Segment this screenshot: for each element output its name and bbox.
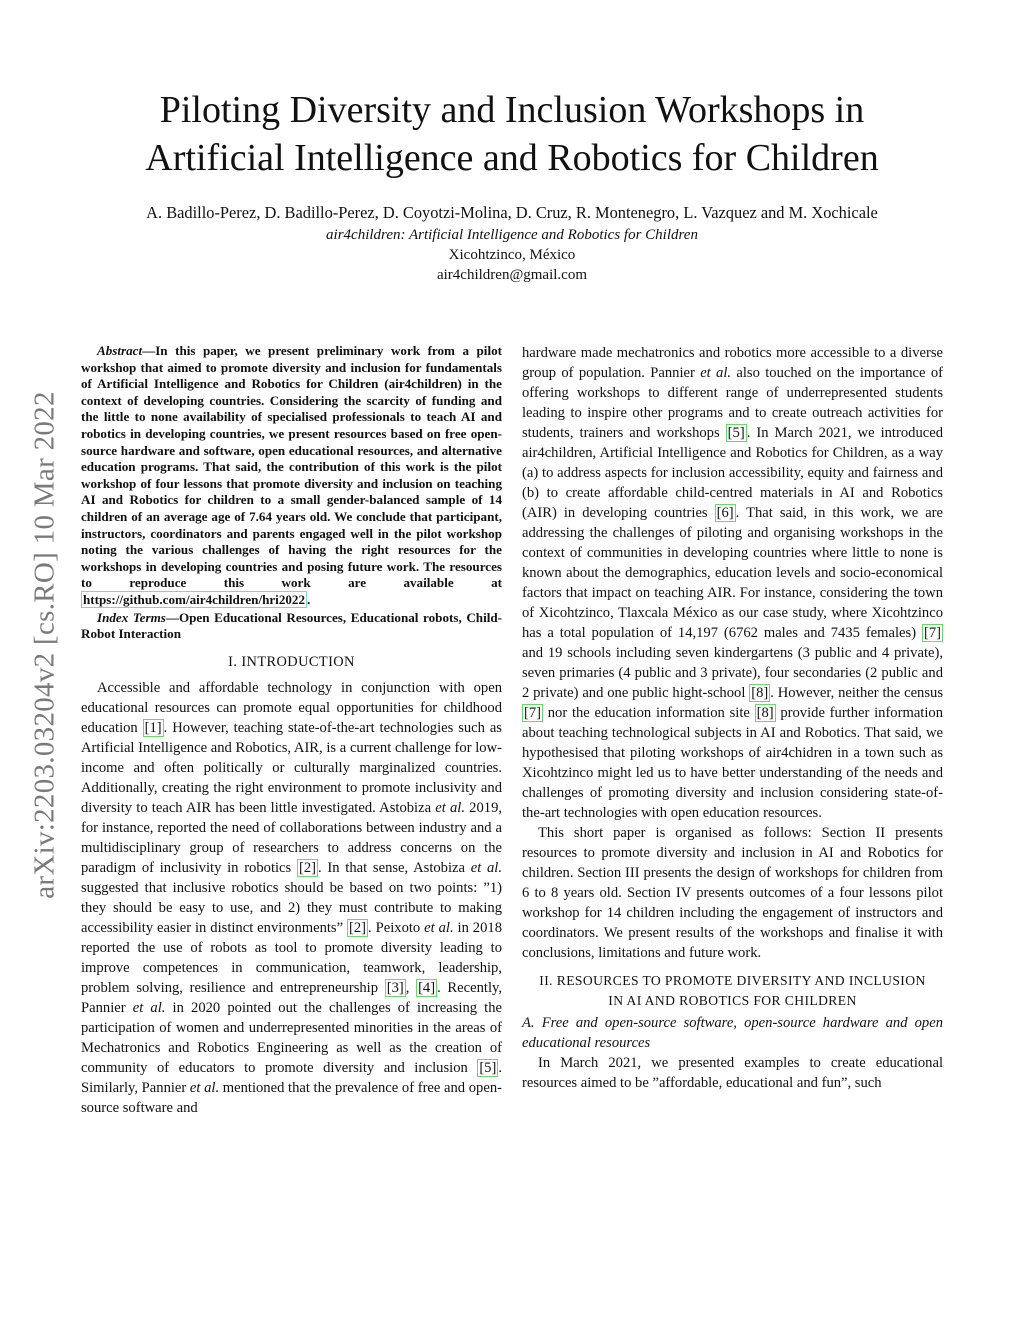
text-run: provide further information about teaching technological subjects in AI and Robotics. That said, we hypothesised that piloting workshops of air4chidren in a town such as Xicohtzinco might led us to have better understanding of the needs and challenges of promoting diversity and inclusion considering state-of-the-art technologies with open education resources. (522, 705, 943, 821)
text-run: nor the education information site (543, 705, 755, 721)
location: Xicohtzinco, México (448, 247, 576, 263)
section-heading-line-2: IN AI AND ROBOTICS FOR CHILDREN (608, 993, 857, 1008)
repository-link[interactable]: https://github.com/air4children/hri2022 (83, 591, 306, 607)
citation-link[interactable]: [5] (479, 1059, 497, 1076)
section-heading-resources (522, 971, 943, 1011)
arxiv-identifier: arXiv:2203.03204v2 [cs.RO] 10 Mar 2022 (28, 391, 61, 899)
text-run: . Peixoto (368, 919, 425, 936)
text-run: mentioned that the prevalence of free and open-source software and (81, 1079, 502, 1116)
citation-link[interactable]: [6] (716, 505, 734, 521)
text-run: . Similarly, Pannier (81, 1059, 502, 1096)
intro-paragraph (81, 678, 502, 1118)
text-run: and 19 schools including seven kindergartens (3 public and 4 private), seven primaries (4 public and 3 private), four secondaries (2 public and 2 private) and one public hight-school (522, 645, 943, 701)
et-al: et al. (435, 799, 465, 816)
citation-link[interactable]: [7] (524, 705, 542, 721)
paper-title (80, 86, 944, 182)
citation-link[interactable]: [4] (418, 979, 436, 996)
citation-link[interactable]: [2] (349, 919, 367, 936)
text-run: . However, neither the census (770, 685, 944, 701)
et-al: et al. (424, 919, 454, 936)
citation-link[interactable]: [5] (727, 425, 745, 441)
text-run: suggested that inclusive robotics should be based on two points: ”1) they should be easy to use, and 2) they must contribute to making accessibility easier in distinct environments” (81, 879, 502, 936)
index-terms-text: —Open Educational Resources, Educational robots, Child-Robot Interaction (81, 609, 502, 642)
text-run: 2019, for instance, reported the need of collaborations between industry and a multidisciplinary group of researchers to address concerns on the paradigm of inclusivity in robotics (81, 799, 503, 876)
outline-paragraph: This short paper is organised as follows: Section II presents resources to promote diversity and inclusion in AI and Robotics for children. Section III presents the design of workshops for children from 6 to 8 years old. Section IV presents outcomes of a four lessons pilot workshop for 14 children including the engagement of instructors and coordinators. We present results of the workshops and finalise it with conclusions, limitations and future work. (522, 825, 943, 961)
contact-email: air4children@gmail.com (436, 267, 587, 283)
abstract-label: Abstract (97, 343, 143, 358)
text-run: Accessible and affordable technology in conjunction with open educational resources can promote equal opportunities for childhood education (81, 679, 502, 736)
text-run: . In March 2021, we introduced air4children, Artificial Intelligence and Robotics for Children, as a way (a) to address aspects for inclusion accessibility, equity and fairness and (b) to create affordable child-centred materials in AI and Robotics (AIR) in developing countries (522, 425, 943, 521)
text-run: . Recently, Pannier (81, 979, 502, 1016)
title-line-2: Artificial Intelligence and Robotics for Children (145, 137, 879, 179)
subsection-heading: A. Free and open-source software, open-source hardware and open educational resources (522, 1015, 943, 1051)
left-column (81, 343, 502, 1118)
right-column (522, 343, 943, 1093)
affiliation: air4children: Artificial Intelligence and Robotics for Children (326, 227, 698, 243)
text-run: . In that sense, Astobiza (318, 859, 471, 876)
text-run: . However, teaching state-of-the-art technologies such as Artificial Intelligence and Robotics, AIR, is a current challenge for low-income and often politically or culturally marginalized countries. Additionally, creating the right environment to promote inclusivity and diversity to teach AIR has been little investigated. Astobiza (81, 719, 502, 816)
et-al: et al. (132, 999, 166, 1016)
text-run: in 2020 pointed out the challenges of increasing the participation of women and underrepresented minorities in the areas of Mechatronics and Robotics Engineering as well as the creation of community of educators to promote diversity and inclusion (81, 999, 503, 1076)
citation-link[interactable]: [8] (756, 705, 774, 721)
et-al: et al. (700, 365, 732, 381)
citation-link[interactable]: [7] (923, 625, 941, 641)
abstract-text: —In this paper, we present preliminary work from a pilot workshop that aimed to promote diversity and inclusion for fundamentals of Artificial Intelligence and Robotics for Children (air4children) in the context of developing countries. Considering the scarcity of funding and the little to none availability of specialised professionals to teach AI and robotics in developing countries, we present resources based on free open-source hardware and software, open educational resources, and alternative education programs. That said, the contribution of this work is the pilot workshop of four lessons that promote diversity and inclusion on teaching AI and Robotics for children to a small gender-balanced sample of 14 children of an average age of 7.64 years old. We conclude that participant, instructors, coordinators and parents engaged well in the pilot workshop noting the various challenges of having the right resources for the workshops in developing countries and posing future work. The resources to reproduce this work are available at (81, 343, 502, 591)
title-line-1: Piloting Diversity and Inclusion Workshops in (159, 89, 865, 131)
section-heading-line-1: II. RESOURCES TO PROMOTE DIVERSITY AND INCLUSION (539, 973, 926, 988)
section-heading-introduction: I. INTRODUCTION (228, 653, 355, 670)
text-run: also touched on the importance of offering workshops to different range of underrepresented students leading to inspire other programs and to create outreach activities for students, trainers and workshops (522, 365, 943, 441)
index-terms-label: Index Terms (97, 609, 166, 625)
citation-link[interactable]: [3] (386, 979, 404, 996)
resources-paragraph: In March 2021, we presented examples to create educational resources aimed to be ”affordable, educational and fun”, such (522, 1055, 943, 1091)
text-run: hardware made mechatronics and robotics more accessible to a diverse group of population. Pannier (522, 345, 943, 381)
text-run: . That said, in this work, we are addressing the challenges of piloting and organising workshops in the context of communities in developing countries where little to none is known about the demographics, education levels and socio-economical factors that impact on teaching AIR. For instance, considering the town of Xicohtzinco, Tlaxcala México as our case study, where Xicohtzinco has a total population of 14,197 (6762 males and 7435 females) (522, 505, 944, 641)
et-al: et al. (470, 859, 503, 876)
index-terms (81, 610, 502, 643)
abstract-end: . (307, 591, 311, 607)
abstract (81, 343, 502, 609)
author-list: A. Badillo-Perez, D. Badillo-Perez, D. Coyotzi-Molina, D. Cruz, R. Montenegro, L. Vazquez and M. Xochicale (146, 203, 878, 222)
intro-paragraph-continued (522, 343, 943, 823)
et-al: et al. (189, 1079, 220, 1096)
text-run: in 2018 reported the use of robots as tool to promote diversity leading to improve competences in communication, teamwork, leadership, problem solving, resilience and entrepreneurship (81, 919, 502, 996)
citation-link[interactable]: [8] (751, 685, 769, 701)
citation-link[interactable]: [1] (144, 719, 162, 736)
arxiv-sidebar (22, 345, 68, 945)
text-run: , (405, 979, 417, 996)
citation-link[interactable]: [2] (298, 859, 316, 876)
